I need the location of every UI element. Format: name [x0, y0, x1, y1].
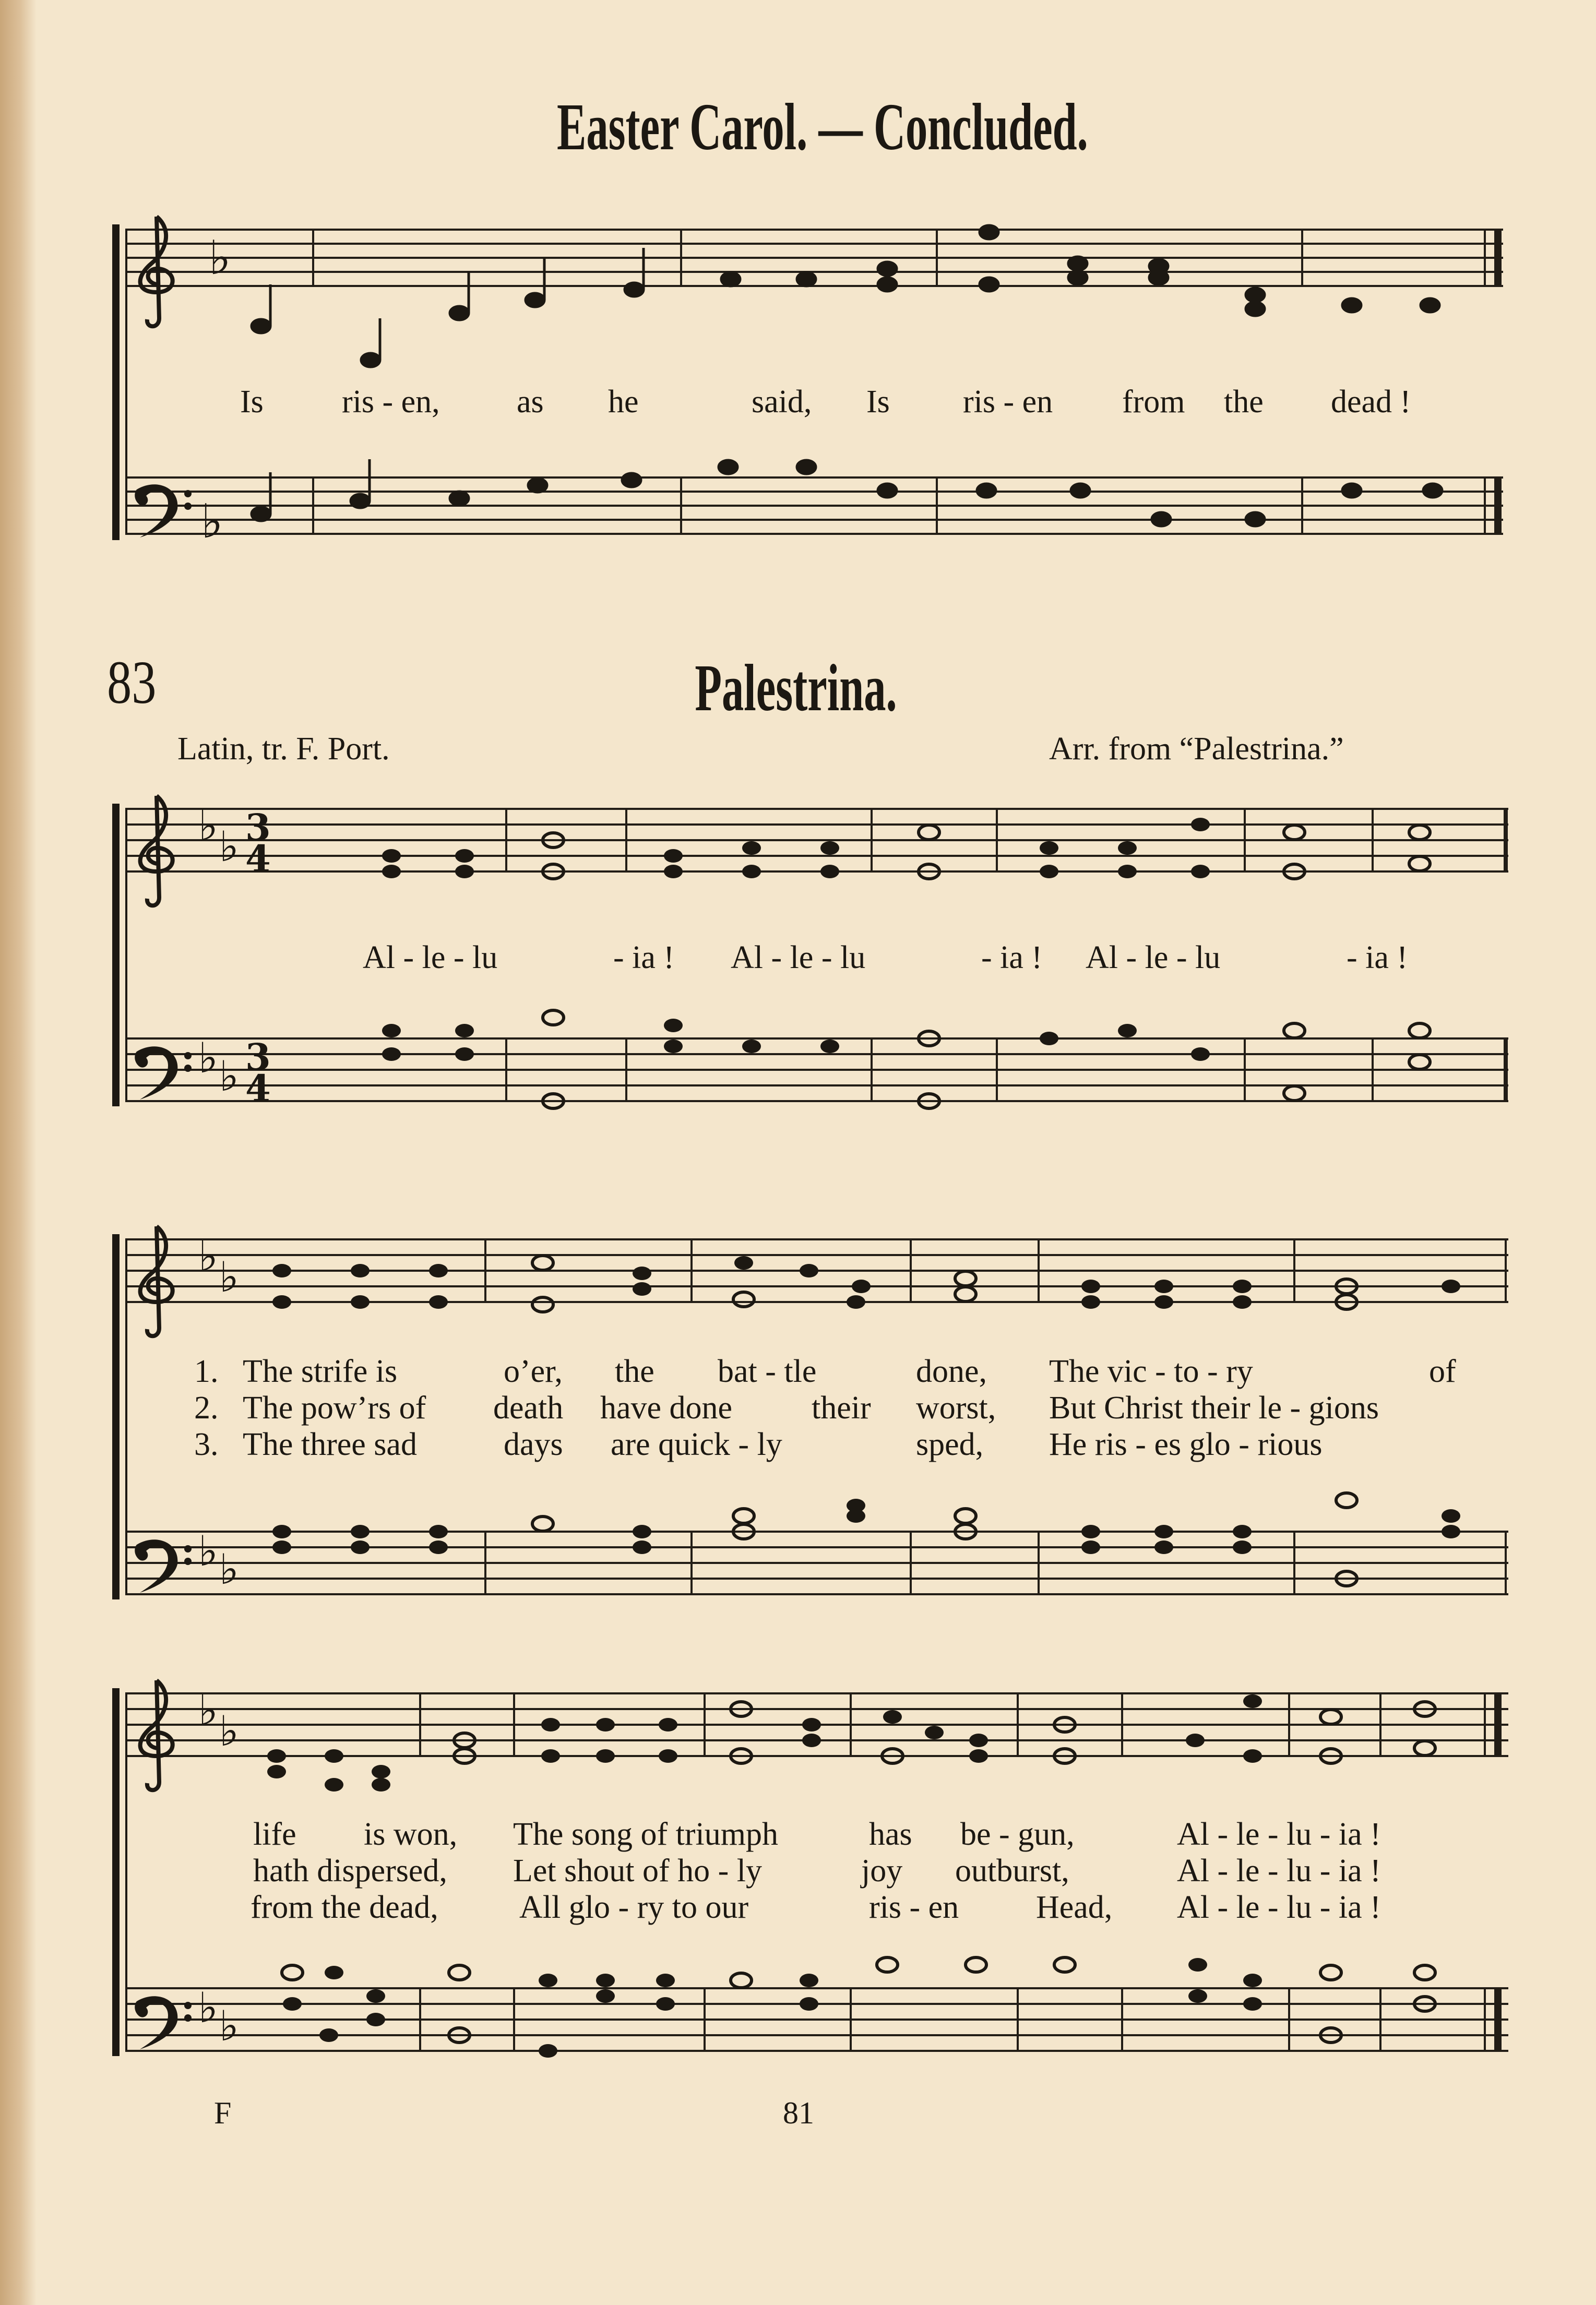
stanza-text: The pow’rs of: [243, 1390, 426, 1426]
svg-text:♭: ♭: [198, 1984, 218, 2032]
verse-number: 2.: [194, 1390, 219, 1426]
stanza-text: Al - le - lu - ia !: [1177, 1817, 1381, 1852]
svg-text:♭: ♭: [198, 1686, 218, 1735]
stanza-text: Head,: [1036, 1890, 1113, 1925]
svg-text:4: 4: [245, 1067, 271, 1110]
stanza-text: is won,: [364, 1817, 458, 1852]
stanza-text: bat - tle: [718, 1354, 817, 1389]
stanza-text: All glo - ry to our: [519, 1890, 749, 1925]
carol-lyric: ris - en: [963, 384, 1053, 420]
stanza-text: joy: [861, 1853, 903, 1889]
carol-lyric: he: [608, 384, 639, 420]
page-number: 81: [783, 2096, 814, 2130]
hymn-number: 83: [107, 648, 157, 716]
stanza-text: ris - en: [869, 1890, 959, 1925]
verse-number: 1.: [194, 1354, 219, 1389]
flat-sign: ♭: [209, 231, 231, 285]
stanza-text: from the dead,: [251, 1890, 438, 1925]
stanza-text: The song of triumph: [513, 1817, 778, 1852]
svg-text:♭: ♭: [219, 1545, 239, 1594]
stanza-text: death: [493, 1390, 564, 1426]
svg-text:♭: ♭: [198, 1034, 218, 1082]
stanza-text: The three sad: [243, 1427, 417, 1462]
stanza-text: has: [869, 1817, 912, 1852]
stanza-text: He ris - es glo - rious: [1049, 1427, 1323, 1462]
carol-lyric: dead !: [1331, 384, 1411, 420]
alleluia-syllable: Al - le - lu: [363, 940, 498, 975]
svg-text:3: 3: [245, 806, 271, 849]
svg-text:♭: ♭: [219, 2002, 239, 2050]
page-heading: Easter Carol. — Concluded.: [557, 90, 1088, 164]
stanza-text: The strife is: [243, 1354, 398, 1389]
stanza-text: Let shout of ho - ly: [513, 1853, 762, 1889]
svg-text:♭: ♭: [198, 1232, 218, 1281]
stanza-text: worst,: [916, 1390, 996, 1426]
stanza-text: But Christ their le - gions: [1049, 1390, 1379, 1426]
verse-number: 3.: [194, 1427, 219, 1462]
alleluia-syllable: - ia !: [613, 940, 675, 975]
svg-text:♭: ♭: [219, 1052, 239, 1101]
carol-lyric: the: [1224, 384, 1264, 420]
svg-text:♭: ♭: [198, 1527, 218, 1575]
carol-lyric: from: [1122, 384, 1185, 420]
svg-text:♭: ♭: [219, 822, 239, 871]
flat-sign: ♭: [201, 494, 223, 549]
carol-lyric: ris - en,: [342, 384, 440, 420]
stanza-text: have done: [600, 1390, 733, 1426]
stanza-text: outburst,: [955, 1853, 1069, 1889]
stanza-text: sped,: [916, 1427, 984, 1462]
signature-mark: F: [214, 2096, 232, 2130]
svg-text:♭: ♭: [198, 802, 218, 850]
staff-bass-4: [125, 1988, 1508, 2051]
stanza-text: the: [615, 1354, 654, 1389]
stanza-text: life: [253, 1817, 296, 1852]
system-brace-4: [116, 1688, 126, 2056]
svg-text:3: 3: [245, 1035, 271, 1079]
alleluia-syllable: - ia !: [981, 940, 1043, 975]
stanza-text: be - gun,: [960, 1817, 1075, 1852]
carol-lyric: as: [517, 384, 544, 420]
stanza-text: Al - le - lu - ia !: [1177, 1890, 1381, 1925]
alleluia-syllable: - ia !: [1347, 940, 1408, 975]
svg-text:4: 4: [245, 837, 271, 880]
stanza-text: days: [504, 1427, 563, 1462]
svg-text:♭: ♭: [219, 1253, 239, 1301]
carol-lyric: Is: [240, 384, 264, 420]
stanza-text: of: [1429, 1354, 1456, 1389]
stanza-text: o’er,: [504, 1354, 563, 1389]
stanza-text: hath dispersed,: [253, 1853, 447, 1889]
alleluia-syllable: Al - le - lu: [731, 940, 866, 975]
carol-lyric: Is: [866, 384, 890, 420]
notes-bass-4: [282, 1957, 1435, 2058]
svg-text:♭: ♭: [219, 1707, 239, 1755]
stanza-text: The vic - to - ry: [1049, 1354, 1253, 1389]
words-credit: Latin, tr. F. Port.: [177, 731, 390, 767]
stanza-text: their: [812, 1390, 871, 1426]
alleluia-syllable: Al - le - lu: [1086, 940, 1221, 975]
stanza-text: done,: [916, 1354, 987, 1389]
hymn-title: Palestrina.: [695, 651, 897, 725]
stanza-text: Al - le - lu - ia !: [1177, 1853, 1381, 1889]
treble-clef: [140, 1680, 173, 1790]
carol-lyric: said,: [752, 384, 812, 420]
stanza-text: are quick - ly: [611, 1427, 782, 1462]
music-credit: Arr. from “Palestrina.”: [1049, 731, 1344, 767]
